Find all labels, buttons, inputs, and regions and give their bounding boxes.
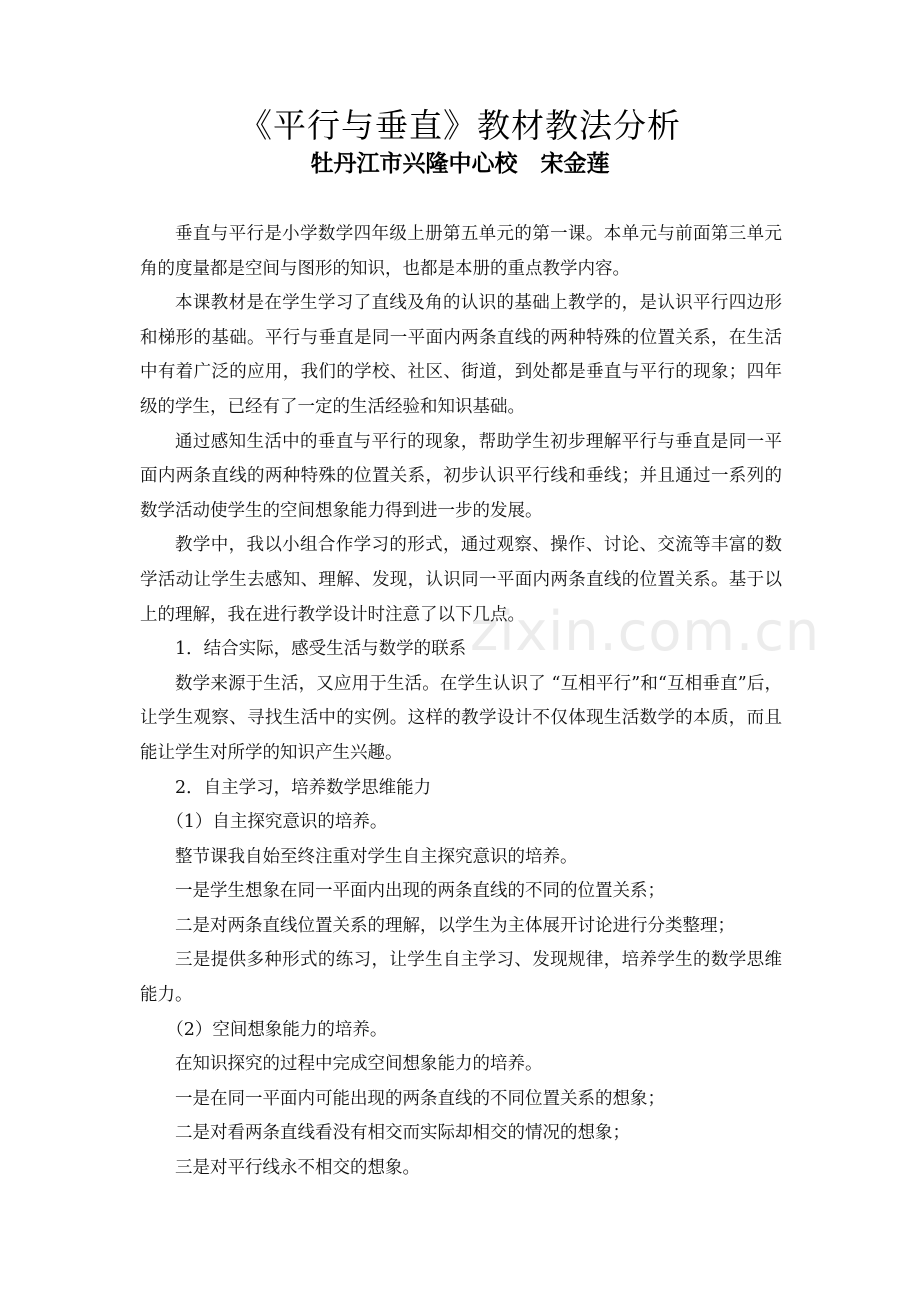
section-heading: 1．结合实际，感受生活与数学的联系 [175,639,467,660]
paragraph: 数学来源于生活，又应用于生活。在学生认识了 “互相平行”和“互相垂直”后，让学生观察、寻找生活中的实例。这样的教学设计不仅体现生活数学的本质，而且能让学生对所学的知识产生兴趣。 [140,673,782,763]
list-item: 三是对平行线永不相交的想象。 [175,1158,420,1179]
document-body [140,217,782,1186]
paragraph: 在知识探究的过程中完成空间想象能力的培养。 [175,1054,543,1075]
paragraph: 通过感知生活中的垂直与平行的现象，帮助学生初步理解平行与垂直是同一平面内两条直线的两种特殊的位置关系，初步认识平行线和垂线；并且通过一系列的数学活动使学生的空间想象能力得到进一步的发展。 [140,431,782,521]
list-item: 一是学生想象在同一平面内出现的两条直线的不同的位置关系； [175,881,665,902]
watermark: zixin.com.cn [470,600,821,663]
paragraph: 教学中，我以小组合作学习的形式，通过观察、操作、讨论、交流等丰富的数学活动让学生去感知、理解、发现，认识同一平面内两条直线的位置关系。基于以上的理解，我在进行教学设计时注意了以下几点。 [140,535,782,625]
list-item: 二是对两条直线位置关系的理解，以学生为主体展开讨论进行分类整理； [175,915,735,936]
document-title: 《平行与垂直》教材教法分析 [239,106,681,145]
paragraph: 整节课我自始至终注重对学生自主探究意识的培养。 [175,846,578,867]
document-subtitle: 牡丹江市兴隆中心校 宋金莲 [310,151,610,177]
section-heading: 2．自主学习，培养数学思维能力 [175,777,432,798]
list-item: 一是在同一平面内可能出现的两条直线的不同位置关系的想象； [175,1088,665,1109]
subsection-heading: （1）自主探究意识的培养。 [166,812,388,833]
list-item: 三是提供多种形式的练习，让学生自主学习、发现规律，培养学生的数学思维能力。 [140,950,782,1006]
list-item: 二是对看两条直线看没有相交而实际却相交的情况的想象； [175,1123,630,1144]
subsection-heading: （2）空间想象能力的培养。 [166,1019,388,1040]
paragraph: 垂直与平行是小学数学四年级上册第五单元的第一课。本单元与前面第三单元角的度量都是空间与图形的知识，也都是本册的重点教学内容。 [140,224,782,279]
paragraph: 本课教材是在学生学习了直线及角的认识的基础上教学的，是认识平行四边形和梯形的基础。平行与垂直是同一平面内两条直线的两种特殊的位置关系，在生活中有着广泛的应用，我们的学校、社区、街道，到处都是垂直与平行的现象；四年级的学生，已经有了一定的生活经验和知识基础。 [140,293,782,417]
